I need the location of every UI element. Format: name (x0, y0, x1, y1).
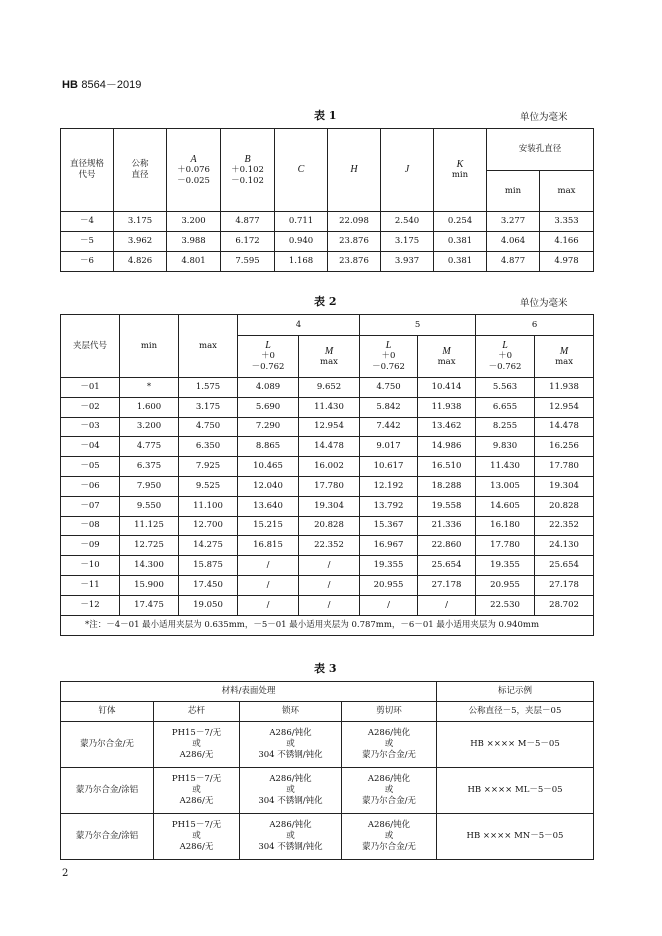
collar-material-cell: A286/钝化 或 304 不锈钢/钝化 (240, 722, 342, 768)
table-cell: 13.005 (476, 476, 535, 496)
t1-header-size: 直径规格 代号 (61, 129, 114, 212)
table-cell: 14.300 (120, 556, 179, 576)
table-row (61, 397, 594, 417)
table1-caption: 表 1 (314, 109, 337, 122)
table-cell: 13.792 (360, 496, 418, 516)
standard-number: 8564－2019 (81, 79, 142, 91)
table-cell: －03 (61, 417, 120, 437)
table-cell: 24.130 (535, 536, 594, 556)
table2-caption: 表 2 (314, 295, 337, 308)
table-cell: 0.381 (434, 252, 487, 272)
table-row (61, 496, 594, 516)
t2-note: *注：－4－01 最小适用夹层为 0.635mm，－5－01 最小适用夹层为 0.787mm，－6－01 最小适用夹层为 0.940mm (61, 615, 594, 635)
table-cell: 18.288 (418, 476, 476, 496)
table-cell: 12.192 (360, 476, 418, 496)
table-cell: 11.938 (418, 397, 476, 417)
table-cell: 3.200 (167, 212, 221, 232)
table-cell: 7.925 (179, 457, 238, 477)
table-cell: 28.702 (535, 595, 594, 615)
table-cell: 25.654 (535, 556, 594, 576)
table-cell: －6 (61, 252, 114, 272)
table-cell: 4.750 (179, 417, 238, 437)
table-cell: 16.510 (418, 457, 476, 477)
table-cell: 14.986 (418, 437, 476, 457)
table-cell: 13.462 (418, 417, 476, 437)
table-cell: －09 (61, 536, 120, 556)
table-cell: / (299, 575, 360, 595)
table-cell: 4.750 (360, 378, 418, 398)
table-cell: 16.256 (535, 437, 594, 457)
table-cell: 6.350 (179, 437, 238, 457)
t3-header-shear: 剪切环 (342, 702, 437, 722)
collar-material-cell: A286/钝化 或 304 不锈钢/钝化 (240, 814, 342, 860)
table-cell: 27.178 (535, 575, 594, 595)
table-cell: 5.842 (360, 397, 418, 417)
table-cell: 8.255 (476, 417, 535, 437)
table-cell: 1.600 (120, 397, 179, 417)
table-cell: 19.355 (476, 556, 535, 576)
table-row (61, 768, 594, 814)
t2-header-group-6: 6 (476, 315, 594, 336)
shear-material-cell: A286/钝化 或 蒙乃尔合金/无 (342, 768, 437, 814)
table-cell: 4.877 (221, 212, 275, 232)
page-number: 2 (62, 868, 69, 879)
table-cell: 19.304 (535, 476, 594, 496)
table-row (61, 252, 594, 272)
table-cell: 7.950 (120, 476, 179, 496)
table-cell: 1.168 (275, 252, 328, 272)
pin-material-cell: 蒙乃尔合金/涂铝 (61, 814, 154, 860)
table-cell: 14.275 (179, 536, 238, 556)
table-cell: 17.450 (179, 575, 238, 595)
example-cell: HB ×××× MN－5－05 (437, 814, 594, 860)
document-header (62, 76, 141, 92)
t1-header-nominal: 公称 直径 (114, 129, 167, 212)
t2-header-L: L ＋0 －0.762 (360, 336, 418, 378)
table-cell: 16.967 (360, 536, 418, 556)
t2-header-L: L ＋0 －0.762 (238, 336, 299, 378)
pin-material-cell: 蒙乃尔合金/无 (61, 722, 154, 768)
table-cell: 4.877 (487, 252, 540, 272)
table-cell: 14.478 (535, 417, 594, 437)
table-cell: 7.595 (221, 252, 275, 272)
table-cell: 17.780 (299, 476, 360, 496)
table-cell: 3.175 (381, 232, 434, 252)
table-cell: －5 (61, 232, 114, 252)
table-cell: 9.830 (476, 437, 535, 457)
t2-header-M: M max (535, 336, 594, 378)
table-cell: 21.336 (418, 516, 476, 536)
table-cell: 11.938 (535, 378, 594, 398)
table-cell: 11.430 (476, 457, 535, 477)
table-cell: 0.940 (275, 232, 328, 252)
table-row (61, 417, 594, 437)
table-cell: 4.089 (238, 378, 299, 398)
table-cell: 22.352 (299, 536, 360, 556)
table-cell: 27.178 (418, 575, 476, 595)
table-cell: 5.563 (476, 378, 535, 398)
table-cell: 23.876 (328, 252, 381, 272)
table-cell: －10 (61, 556, 120, 576)
table-row (61, 814, 594, 860)
table2 (60, 314, 594, 636)
table-cell: 16.180 (476, 516, 535, 536)
table-cell: 4.801 (167, 252, 221, 272)
t1-header-hole-max: max (540, 171, 594, 212)
table-cell: 20.955 (360, 575, 418, 595)
table-cell: 3.175 (179, 397, 238, 417)
table-cell: 15.900 (120, 575, 179, 595)
table-row (61, 516, 594, 536)
standard-code: HB (62, 79, 78, 91)
table-cell: 22.530 (476, 595, 535, 615)
t3-header-example-sub: 公称直径－5，夹层－05 (437, 702, 594, 722)
table-cell: 20.828 (535, 496, 594, 516)
table-row (61, 378, 594, 398)
table-cell: 3.988 (167, 232, 221, 252)
t1-header-B: B ＋0.102 －0.102 (221, 129, 275, 212)
table-cell: 0.381 (434, 232, 487, 252)
table-row (61, 556, 594, 576)
t1-header-J: J (381, 129, 434, 212)
table-cell: 16.002 (299, 457, 360, 477)
table-row (61, 212, 594, 232)
t2-header-M: M max (299, 336, 360, 378)
table-cell: 14.605 (476, 496, 535, 516)
table-cell: 11.125 (120, 516, 179, 536)
t2-header-group-5: 5 (360, 315, 476, 336)
table3-caption: 表 3 (314, 662, 337, 675)
table-cell: 12.040 (238, 476, 299, 496)
t2-header-group-4: 4 (238, 315, 360, 336)
table-cell: 20.955 (476, 575, 535, 595)
table-row (61, 232, 594, 252)
table-cell: 11.430 (299, 397, 360, 417)
table-cell: 2.540 (381, 212, 434, 232)
table-cell: / (238, 595, 299, 615)
shear-material-cell: A286/钝化 或 蒙乃尔合金/无 (342, 722, 437, 768)
table-cell: 16.815 (238, 536, 299, 556)
table-cell: 23.876 (328, 232, 381, 252)
table-cell: 19.304 (299, 496, 360, 516)
table-cell: 10.617 (360, 457, 418, 477)
table-cell: 9.017 (360, 437, 418, 457)
table-row (61, 437, 594, 457)
table-cell: 15.215 (238, 516, 299, 536)
t2-header-code: 夹层代号 (61, 315, 120, 378)
table-cell: 3.962 (114, 232, 167, 252)
table-cell: －11 (61, 575, 120, 595)
table-cell: 22.098 (328, 212, 381, 232)
table-cell: 25.654 (418, 556, 476, 576)
example-cell: HB ×××× ML－5－05 (437, 768, 594, 814)
table-cell: * (120, 378, 179, 398)
table-cell: 3.937 (381, 252, 434, 272)
table-cell: 12.700 (179, 516, 238, 536)
collar-material-cell: A286/钝化 或 304 不锈钢/钝化 (240, 768, 342, 814)
table-cell: 8.865 (238, 437, 299, 457)
table1 (60, 128, 594, 272)
table-cell: 15.367 (360, 516, 418, 536)
table1-unit: 单位为毫米 (520, 112, 568, 123)
table-cell: 17.780 (476, 536, 535, 556)
t1-header-H: H (328, 129, 381, 212)
table-cell: 6.655 (476, 397, 535, 417)
table-row (61, 595, 594, 615)
table-cell: 22.860 (418, 536, 476, 556)
table-cell: / (360, 595, 418, 615)
table2-unit: 单位为毫米 (520, 298, 568, 309)
table-cell: －05 (61, 457, 120, 477)
table3 (60, 681, 594, 860)
table-cell: 17.475 (120, 595, 179, 615)
table-cell: 4.064 (487, 232, 540, 252)
table-cell: 3.353 (540, 212, 594, 232)
table-cell: 4.978 (540, 252, 594, 272)
table-cell: 4.826 (114, 252, 167, 272)
t3-header-example: 标记示例 (437, 682, 594, 702)
table-cell: 10.465 (238, 457, 299, 477)
t2-header-min: min (120, 315, 179, 378)
table-cell: 11.100 (179, 496, 238, 516)
table-cell: 7.442 (360, 417, 418, 437)
table-cell: 6.172 (221, 232, 275, 252)
table-row (61, 575, 594, 595)
table-cell: 13.640 (238, 496, 299, 516)
table-row (61, 457, 594, 477)
table-cell: －01 (61, 378, 120, 398)
table-cell: 15.875 (179, 556, 238, 576)
table-cell: 9.652 (299, 378, 360, 398)
t3-header-collar: 锁环 (240, 702, 342, 722)
table-cell: 7.290 (238, 417, 299, 437)
table-cell: －04 (61, 437, 120, 457)
core-material-cell: PH15－7/无 或 A286/无 (154, 768, 240, 814)
table-cell: 0.254 (434, 212, 487, 232)
table-cell: 1.575 (179, 378, 238, 398)
table-cell: / (299, 595, 360, 615)
table-cell: 10.414 (418, 378, 476, 398)
table-cell: 3.175 (114, 212, 167, 232)
shear-material-cell: A286/钝化 或 蒙乃尔合金/无 (342, 814, 437, 860)
t2-header-max: max (179, 315, 238, 378)
table-cell: 12.954 (299, 417, 360, 437)
t3-header-core: 芯杆 (154, 702, 240, 722)
table-cell: 3.277 (487, 212, 540, 232)
t3-header-material: 材料/表面处理 (61, 682, 437, 702)
table-cell: －4 (61, 212, 114, 232)
t1-header-K: K min (434, 129, 487, 212)
table-cell: / (238, 556, 299, 576)
table-cell: 19.558 (418, 496, 476, 516)
table-cell: 12.725 (120, 536, 179, 556)
table-cell: 9.525 (179, 476, 238, 496)
table-row (61, 536, 594, 556)
table-cell: 4.775 (120, 437, 179, 457)
table-cell: 14.478 (299, 437, 360, 457)
table-row (61, 722, 594, 768)
t3-header-pin: 钉体 (61, 702, 154, 722)
core-material-cell: PH15－7/无 或 A286/无 (154, 722, 240, 768)
table-cell: 22.352 (535, 516, 594, 536)
table-cell: －07 (61, 496, 120, 516)
table-cell: / (418, 595, 476, 615)
table-cell: －02 (61, 397, 120, 417)
table-row (61, 476, 594, 496)
table-cell: 5.690 (238, 397, 299, 417)
pin-material-cell: 蒙乃尔合金/涂铝 (61, 768, 154, 814)
table-cell: 20.828 (299, 516, 360, 536)
table-cell: 0.711 (275, 212, 328, 232)
t1-header-A: A ＋0.076 －0.025 (167, 129, 221, 212)
table-cell: 19.355 (360, 556, 418, 576)
t2-header-M: M max (418, 336, 476, 378)
table-cell: 4.166 (540, 232, 594, 252)
table-cell: 19.050 (179, 595, 238, 615)
table-cell: 12.954 (535, 397, 594, 417)
core-material-cell: PH15－7/无 或 A286/无 (154, 814, 240, 860)
table-cell: －08 (61, 516, 120, 536)
table-cell: 17.780 (535, 457, 594, 477)
example-cell: HB ×××× M－5－05 (437, 722, 594, 768)
table-cell: / (299, 556, 360, 576)
t1-header-C: C (275, 129, 328, 212)
table-cell: 3.200 (120, 417, 179, 437)
table-cell: －12 (61, 595, 120, 615)
t1-header-hole: 安装孔直径 (487, 129, 594, 171)
t1-header-hole-min: min (487, 171, 540, 212)
table-cell: 6.375 (120, 457, 179, 477)
t2-header-L: L ＋0 －0.762 (476, 336, 535, 378)
table-cell: 9.550 (120, 496, 179, 516)
table-cell: / (238, 575, 299, 595)
table-cell: －06 (61, 476, 120, 496)
